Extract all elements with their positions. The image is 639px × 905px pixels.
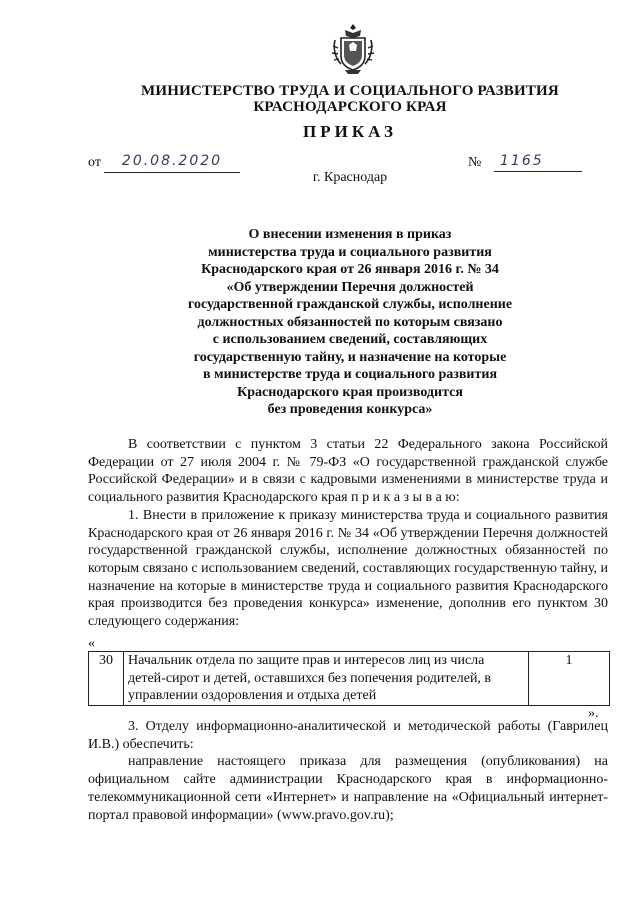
closing-quote: ». <box>588 706 599 721</box>
order-body-continued <box>88 718 608 824</box>
subject-line: в министерстве труда и социального развития <box>202 367 498 382</box>
count-cell: 1 <box>529 652 610 706</box>
ministry-line-1: МИНИСТЕРСТВО ТРУДА И СОЦИАЛЬНОГО РАЗВИТИЯ <box>141 83 559 99</box>
handwritten-date: 20.08.2020 <box>104 150 240 173</box>
subject-line: с использованием сведений, составляющих <box>212 332 488 347</box>
subject-line: «Об утверждении Перечня должностей <box>226 279 474 295</box>
item-1-paragraph: 1. Внести в приложение к приказу министерства труда и социального развития Краснодарского края от 26 января 2016 г. № 34 «Об утверждении Перечня должностей государственной гражданской службы, исполнение должностных обязанностей по которым связано с использованием сведений, составляющих государственную тайну, и назначение на которые в министерстве труда и социального развития Краснодарского края производится без проведения конкурса» изменение, дополнив его пунктом 30 следующего содержания: <box>88 507 608 630</box>
item-3-subparagraph: направление настоящего приказа для размещения (опубликования) на официальном сайте администрации Краснодарского края в информационно-телекоммуникационной сети «Интернет» и направление на «Официальный интернет-портал правовой информации» (www.pravo.gov.ru); <box>88 754 608 823</box>
date-label: от <box>88 155 101 170</box>
item-3-paragraph: 3. Отделу информационно-аналитической и методической работы (Гаврилец И.В.) обеспечить: <box>88 719 608 752</box>
coat-of-arms-icon <box>331 22 375 76</box>
document-type-title: ПРИКАЗ <box>303 122 397 141</box>
subject-line: министерства труда и социального развития <box>208 244 492 260</box>
position-cell: Начальник отдела по защите прав и интересов лиц из числа детей-сирот и детей, оставшихся без попечения родителей, в управлении оздоровления и отдыха детей <box>124 652 529 706</box>
city: г. Краснодар <box>312 170 388 185</box>
order-body <box>88 436 608 631</box>
subject-line: должностных обязанностей по которым связано <box>197 314 503 330</box>
preamble-paragraph: В соответствии с пунктом 3 статьи 22 Федерального закона Российской Федерации от 27 июля 2004 г. № 79-ФЗ «О государственной гражданской службе Российской Федерации» и в связи с кадровыми изменениями в министерстве труда и социального развития Краснодарского края п р и к а з ы в а ю: <box>88 437 608 506</box>
subject-line: Краснодарского края от 26 января 2016 г. № 34 <box>201 262 499 277</box>
number-label: № <box>468 155 482 170</box>
subject-line: государственной гражданской службы, исполнение <box>187 297 513 312</box>
subject-line: Краснодарского края производится <box>237 384 463 400</box>
opening-quote: « <box>88 636 95 651</box>
table-row <box>89 652 610 706</box>
amendment-table <box>88 651 610 706</box>
subject-line: без проведения конкурса» <box>267 402 433 417</box>
row-number-cell: 30 <box>89 652 124 706</box>
subject-line: государственную тайну, и назначение на которые <box>193 349 507 365</box>
ministry-line-2: КРАСНОДАРСКОГО КРАЯ <box>253 99 447 115</box>
ministry-name <box>120 83 580 115</box>
handwritten-order-number: 1165 <box>494 150 582 172</box>
subject-line: О внесении изменения в приказ <box>248 227 452 242</box>
order-subject <box>140 226 560 419</box>
